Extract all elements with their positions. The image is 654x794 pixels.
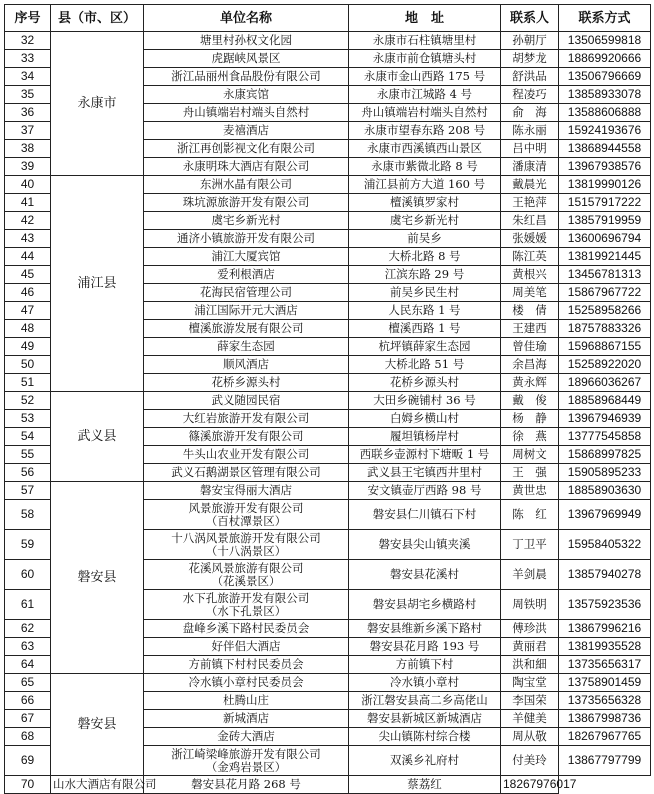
unit-name-cell: 武义石鹅湖景区管理有限公司 — [144, 464, 349, 482]
unit-name-cell: 浙江再创影视文化有限公司 — [144, 140, 349, 158]
phone-cell: 13867797799 — [559, 746, 651, 776]
seq-cell: 68 — [5, 728, 51, 746]
phone-cell: 15258958266 — [559, 302, 651, 320]
address-cell: 方前镇下村 — [349, 656, 501, 674]
address-cell: 花桥乡源头村 — [349, 374, 501, 392]
phone-cell: 18267967765 — [559, 728, 651, 746]
contact-cell: 胡梦龙 — [501, 50, 559, 68]
phone-cell: 18267976017 — [501, 776, 559, 794]
seq-cell: 41 — [5, 194, 51, 212]
phone-cell: 13868944558 — [559, 140, 651, 158]
table-row — [5, 776, 651, 794]
seq-cell: 58 — [5, 500, 51, 530]
contact-cell: 陈江英 — [501, 248, 559, 266]
header-seq: 序号 — [5, 5, 51, 32]
header-address: 地 址 — [349, 5, 501, 32]
address-cell: 磐安县花月路 268 号 — [144, 776, 349, 794]
unit-name-cell: 花海民宿管理公司 — [144, 284, 349, 302]
seq-cell: 53 — [5, 410, 51, 428]
phone-cell: 13819935528 — [559, 638, 651, 656]
header-county: 县（市、区） — [51, 5, 144, 32]
seq-cell: 37 — [5, 122, 51, 140]
address-cell: 永康市望春东路 208 号 — [349, 122, 501, 140]
address-cell: 冷水镇小章村 — [349, 674, 501, 692]
address-cell: 浦江县前方大道 160 号 — [349, 176, 501, 194]
contact-cell: 杨 静 — [501, 410, 559, 428]
address-cell: 舟山镇端岩村端头自然村 — [349, 104, 501, 122]
unit-name-cell: 顺风酒店 — [144, 356, 349, 374]
unit-name-cell: 永康明珠大酒店有限公司 — [144, 158, 349, 176]
unit-name-cell: 东洲水晶有限公司 — [144, 176, 349, 194]
address-cell: 檀溪西路 1 号 — [349, 320, 501, 338]
unit-name-cell: 浙江品丽州食品股份有限公司 — [144, 68, 349, 86]
unit-name-line: 花溪风景旅游有限公司 — [188, 560, 304, 575]
seq-cell: 43 — [5, 230, 51, 248]
contact-cell: 周树文 — [501, 446, 559, 464]
contact-cell: 蔡荔红 — [349, 776, 501, 794]
contact-cell: 周从敬 — [501, 728, 559, 746]
phone-cell: 15968867155 — [559, 338, 651, 356]
address-cell: 永康市西溪镇西山景区 — [349, 140, 501, 158]
seq-cell: 42 — [5, 212, 51, 230]
unit-name-line: 浙江崎梁峰旅游开发有限公司 — [171, 746, 321, 761]
address-cell: 履坦镇杨岸村 — [349, 428, 501, 446]
contact-cell: 洪和細 — [501, 656, 559, 674]
unit-name-cell: 方前镇下村村民委员会 — [144, 656, 349, 674]
address-cell: 磐安县维新乡溪下路村 — [349, 620, 501, 638]
phone-cell: 13867998736 — [559, 710, 651, 728]
contact-cell: 王建西 — [501, 320, 559, 338]
seq-cell: 45 — [5, 266, 51, 284]
unit-name-cell: 磐安宝得丽大酒店 — [144, 482, 349, 500]
unit-name-cell: 浦江国际开元大酒店 — [144, 302, 349, 320]
contact-cell: 潘康清 — [501, 158, 559, 176]
contact-cell: 黄根兴 — [501, 266, 559, 284]
phone-cell: 15924193676 — [559, 122, 651, 140]
unit-name-cell — [144, 590, 349, 620]
table-row — [5, 176, 651, 194]
address-cell: 磐安县花月路 193 号 — [349, 638, 501, 656]
phone-cell: 15258922020 — [559, 356, 651, 374]
phone-cell: 15905895233 — [559, 464, 651, 482]
contact-cell: 羊健美 — [501, 710, 559, 728]
table-row — [5, 392, 651, 410]
unit-name-cell — [144, 746, 349, 776]
county-cell: 磐安县 — [51, 482, 144, 674]
address-cell: 浙江磐安县高二乡高佬山 — [349, 692, 501, 710]
county-cell: 武义县 — [51, 392, 144, 482]
address-cell: 永康市前仓镇塘头村 — [349, 50, 501, 68]
seq-cell: 35 — [5, 86, 51, 104]
header-row — [5, 5, 651, 32]
phone-cell: 13858933078 — [559, 86, 651, 104]
seq-cell: 60 — [5, 560, 51, 590]
address-cell: 磐安县花溪村 — [349, 560, 501, 590]
contact-cell: 曾佳瑜 — [501, 338, 559, 356]
table-row — [5, 674, 651, 692]
address-cell: 江滨东路 29 号 — [349, 266, 501, 284]
seq-cell: 47 — [5, 302, 51, 320]
seq-cell: 61 — [5, 590, 51, 620]
phone-cell: 13506599818 — [559, 32, 651, 50]
unit-name-cell: 麦禧酒店 — [144, 122, 349, 140]
seq-cell: 52 — [5, 392, 51, 410]
unit-name-cell: 永康宾馆 — [144, 86, 349, 104]
unit-name-cell: 好伴侣大酒店 — [144, 638, 349, 656]
phone-cell: 18966036267 — [559, 374, 651, 392]
phone-cell: 15867967722 — [559, 284, 651, 302]
phone-cell: 13867996216 — [559, 620, 651, 638]
unit-name-subline: （金鸡岩景区） — [205, 759, 287, 774]
phone-cell: 13735656328 — [559, 692, 651, 710]
seq-cell: 62 — [5, 620, 51, 638]
contact-cell: 黄永辉 — [501, 374, 559, 392]
unit-name-cell: 塘里村孙权文化园 — [144, 32, 349, 50]
contact-cell: 黄丽君 — [501, 638, 559, 656]
contact-cell: 楼 倩 — [501, 302, 559, 320]
address-cell: 前吴乡 — [349, 230, 501, 248]
seq-cell: 46 — [5, 284, 51, 302]
unit-name-cell: 大红岩旅游开发有限公司 — [144, 410, 349, 428]
contact-cell: 程凌巧 — [501, 86, 559, 104]
seq-cell: 57 — [5, 482, 51, 500]
address-cell: 永康市石柱镇塘里村 — [349, 32, 501, 50]
seq-cell: 32 — [5, 32, 51, 50]
unit-name-subline: （百杖潭景区） — [205, 513, 287, 528]
address-cell: 白姆乡横山村 — [349, 410, 501, 428]
contact-cell: 周铁明 — [501, 590, 559, 620]
header-name: 单位名称 — [144, 5, 349, 32]
contact-cell: 周美笔 — [501, 284, 559, 302]
seq-cell: 54 — [5, 428, 51, 446]
unit-name-cell: 冷水镇小章村民委员会 — [144, 674, 349, 692]
address-cell: 杭坪镇薛家生态园 — [349, 338, 501, 356]
unit-list-table — [4, 4, 651, 794]
unit-name-cell: 盘峰乡溪下路村民委员会 — [144, 620, 349, 638]
contact-cell: 陈永丽 — [501, 122, 559, 140]
seq-cell: 59 — [5, 530, 51, 560]
unit-name-subline: （十八涡景区） — [205, 543, 287, 558]
contact-cell: 戴 俊 — [501, 392, 559, 410]
seq-cell: 66 — [5, 692, 51, 710]
contact-cell: 余昌海 — [501, 356, 559, 374]
seq-cell: 67 — [5, 710, 51, 728]
contact-cell: 王艳萍 — [501, 194, 559, 212]
contact-cell: 付美玲 — [501, 746, 559, 776]
contact-cell: 李国荣 — [501, 692, 559, 710]
unit-name-line: 水下孔旅游开发有限公司 — [182, 590, 310, 605]
seq-cell: 50 — [5, 356, 51, 374]
seq-cell: 48 — [5, 320, 51, 338]
phone-cell: 18869920666 — [559, 50, 651, 68]
unit-name-cell: 浦江大厦宾馆 — [144, 248, 349, 266]
phone-cell: 18757883326 — [559, 320, 651, 338]
unit-name-cell: 杜腾山庄 — [144, 692, 349, 710]
unit-name-cell: 新城酒店 — [144, 710, 349, 728]
seq-cell: 39 — [5, 158, 51, 176]
header-phone: 联系方式 — [559, 5, 651, 32]
seq-cell: 70 — [5, 776, 51, 794]
address-cell: 磐安县新城区新城酒店 — [349, 710, 501, 728]
unit-name-cell: 珠坑源旅游开发有限公司 — [144, 194, 349, 212]
address-cell: 磐安县胡宅乡横路村 — [349, 590, 501, 620]
unit-name-cell — [144, 530, 349, 560]
unit-name-cell — [144, 500, 349, 530]
phone-cell: 13600696794 — [559, 230, 651, 248]
unit-name-subline: （花溪景区） — [211, 573, 281, 588]
seq-cell: 56 — [5, 464, 51, 482]
county-cell: 永康市 — [51, 32, 144, 176]
seq-cell: 64 — [5, 656, 51, 674]
unit-name-cell: 檀溪旅游发展有限公司 — [144, 320, 349, 338]
contact-cell: 朱红昌 — [501, 212, 559, 230]
address-cell: 西联乡壶源村下塘畈 1 号 — [349, 446, 501, 464]
address-cell: 武义县王宅镇西井里村 — [349, 464, 501, 482]
phone-cell: 13819921445 — [559, 248, 651, 266]
unit-name-cell: 舟山镇端岩村端头自然村 — [144, 104, 349, 122]
contact-cell: 孙朝厅 — [501, 32, 559, 50]
seq-cell: 49 — [5, 338, 51, 356]
address-cell: 磐安县仁川镇石下村 — [349, 500, 501, 530]
contact-cell: 吕中明 — [501, 140, 559, 158]
seq-cell: 36 — [5, 104, 51, 122]
address-cell: 永康市江城路 4 号 — [349, 86, 501, 104]
unit-name-cell: 武义随园民宿 — [144, 392, 349, 410]
unit-name-cell: 虎踞峡风景区 — [144, 50, 349, 68]
table-row — [5, 32, 651, 50]
address-cell: 檀溪镇罗家村 — [349, 194, 501, 212]
phone-cell: 13857919959 — [559, 212, 651, 230]
table-row — [5, 482, 651, 500]
phone-cell: 13758901459 — [559, 674, 651, 692]
phone-cell: 13777545858 — [559, 428, 651, 446]
county-cell: 浦江县 — [51, 176, 144, 392]
unit-name-subline: （水下孔景区） — [205, 603, 287, 618]
seq-cell: 33 — [5, 50, 51, 68]
phone-cell: 13967938576 — [559, 158, 651, 176]
phone-cell: 13588606888 — [559, 104, 651, 122]
phone-cell: 18858903630 — [559, 482, 651, 500]
address-cell: 人民东路 1 号 — [349, 302, 501, 320]
contact-cell: 黄世忠 — [501, 482, 559, 500]
contact-cell: 傅珍洪 — [501, 620, 559, 638]
unit-name-cell: 薛家生态园 — [144, 338, 349, 356]
address-cell: 大桥北路 51 号 — [349, 356, 501, 374]
address-cell: 磐安县尖山镇夹溪 — [349, 530, 501, 560]
unit-name-cell: 金砖大酒店 — [144, 728, 349, 746]
address-cell: 尖山镇陈村综合楼 — [349, 728, 501, 746]
unit-name-line: 十八涡风景旅游开发有限公司 — [171, 530, 321, 545]
address-cell: 安文镇壶厅西路 98 号 — [349, 482, 501, 500]
seq-cell: 44 — [5, 248, 51, 266]
phone-cell: 15157917222 — [559, 194, 651, 212]
contact-cell: 丁卫平 — [501, 530, 559, 560]
seq-cell: 55 — [5, 446, 51, 464]
unit-name-cell: 花桥乡源头村 — [144, 374, 349, 392]
unit-name-cell: 牛头山农业开发有限公司 — [144, 446, 349, 464]
address-cell: 前吴乡民生村 — [349, 284, 501, 302]
contact-cell: 舒洪品 — [501, 68, 559, 86]
contact-cell: 戴晨光 — [501, 176, 559, 194]
phone-cell: 15958405322 — [559, 530, 651, 560]
contact-cell: 陶宝堂 — [501, 674, 559, 692]
seq-cell: 69 — [5, 746, 51, 776]
unit-name-cell: 通济小镇旅游开发有限公司 — [144, 230, 349, 248]
phone-cell: 13456781313 — [559, 266, 651, 284]
phone-cell: 13735656317 — [559, 656, 651, 674]
unit-name-cell: 虞宅乡新光村 — [144, 212, 349, 230]
seq-cell: 40 — [5, 176, 51, 194]
address-cell: 大桥北路 8 号 — [349, 248, 501, 266]
phone-cell: 13506796669 — [559, 68, 651, 86]
unit-name-cell: 山水大酒店有限公司 — [51, 776, 144, 794]
contact-cell: 徐 燕 — [501, 428, 559, 446]
contact-cell: 张媛媛 — [501, 230, 559, 248]
phone-cell: 13857940278 — [559, 560, 651, 590]
address-cell: 永康市紫微北路 8 号 — [349, 158, 501, 176]
seq-cell: 51 — [5, 374, 51, 392]
phone-cell: 18858968449 — [559, 392, 651, 410]
contact-cell: 俞 海 — [501, 104, 559, 122]
address-cell: 永康市金山西路 175 号 — [349, 68, 501, 86]
phone-cell: 13819990126 — [559, 176, 651, 194]
seq-cell: 34 — [5, 68, 51, 86]
seq-cell: 38 — [5, 140, 51, 158]
unit-name-line: 风景旅游开发有限公司 — [188, 500, 304, 515]
seq-cell: 65 — [5, 674, 51, 692]
phone-cell: 13967969949 — [559, 500, 651, 530]
contact-cell: 王 强 — [501, 464, 559, 482]
phone-cell: 13575923536 — [559, 590, 651, 620]
address-cell: 虞宅乡新光村 — [349, 212, 501, 230]
unit-name-cell: 篠溪旅游开发有限公司 — [144, 428, 349, 446]
header-contact: 联系人 — [501, 5, 559, 32]
phone-cell: 13967946939 — [559, 410, 651, 428]
address-cell: 双溪乡礼府村 — [349, 746, 501, 776]
address-cell: 大田乡碗铺村 36 号 — [349, 392, 501, 410]
contact-cell: 陈 红 — [501, 500, 559, 530]
unit-name-cell — [144, 560, 349, 590]
phone-cell: 15868997825 — [559, 446, 651, 464]
county-cell: 磐安县 — [51, 674, 144, 776]
unit-name-cell: 爱利根酒店 — [144, 266, 349, 284]
seq-cell: 63 — [5, 638, 51, 656]
contact-cell: 羊剑晨 — [501, 560, 559, 590]
